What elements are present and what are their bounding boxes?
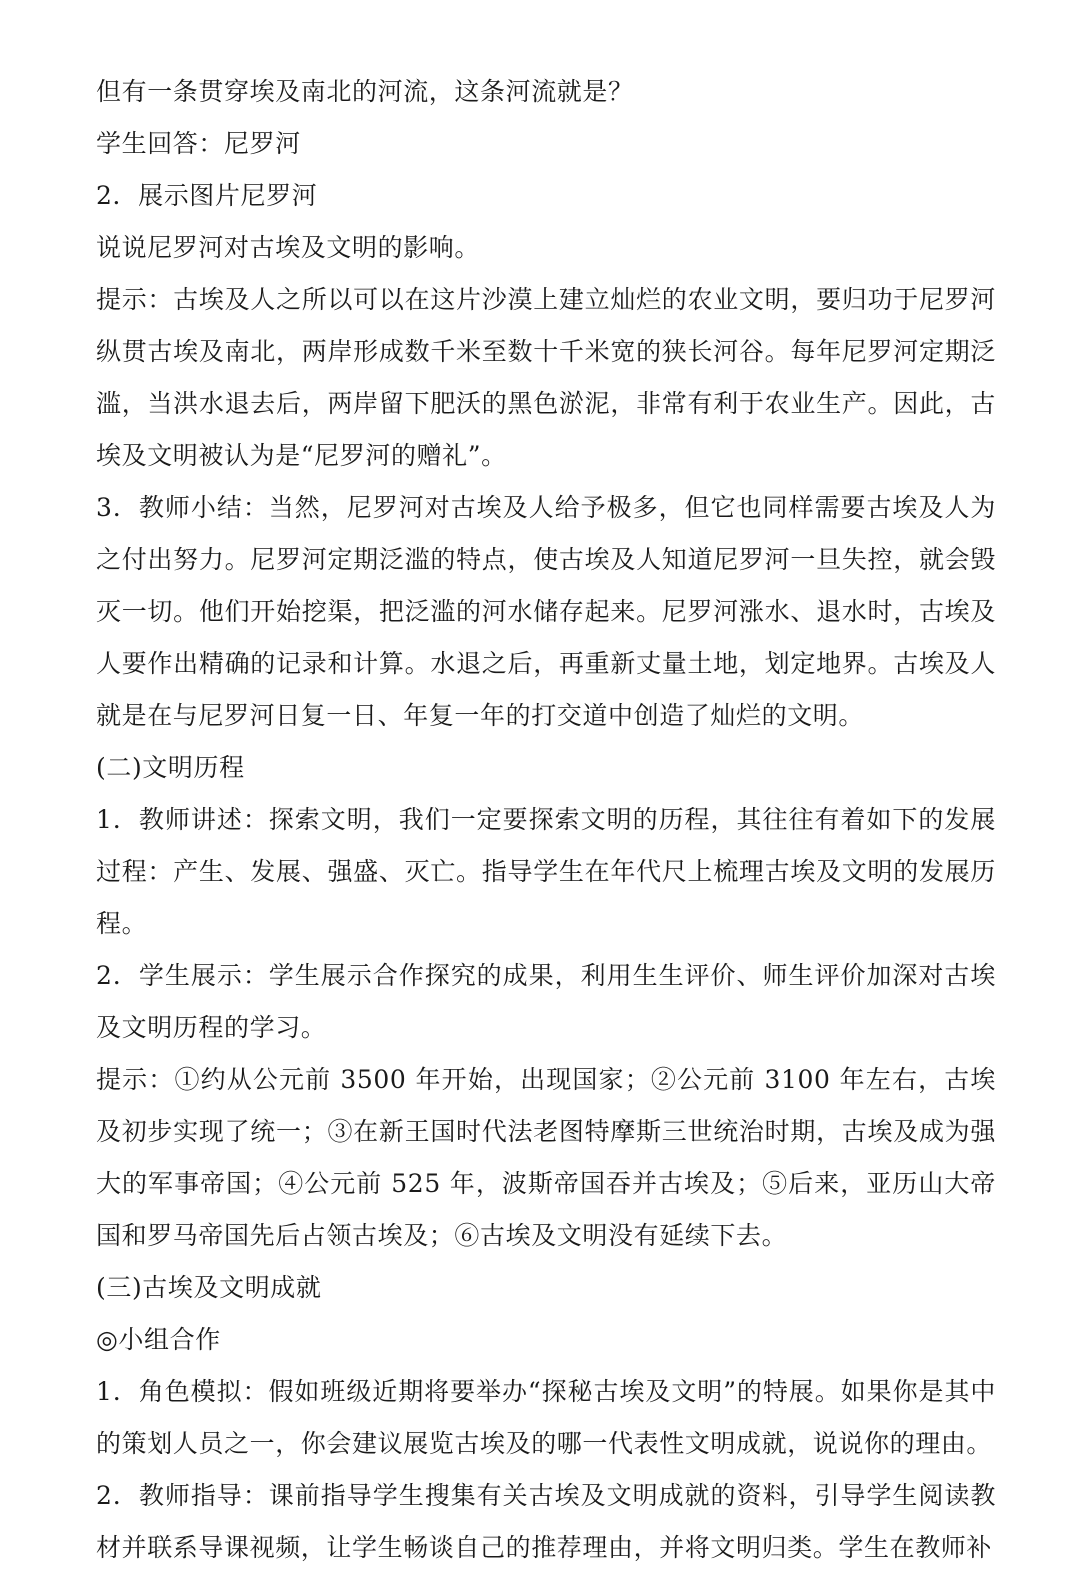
section-heading-achievements: (三)古埃及文明成就 (96, 1273, 322, 1302)
subheading-group-cooperation: ◎小组合作 (96, 1325, 221, 1354)
paragraph-river-question: 但有一条贯穿埃及南北的河流，这条河流就是？ (96, 77, 634, 106)
paragraph-teacher-guidance: 2．教师指导：课前指导学生搜集有关古埃及文明成就的资料，引导学生阅读教材并联系导课视频，让学生畅谈自己的推荐理由，并将文明归类。学生在教师补 (96, 1481, 996, 1562)
paragraph-hint-nile-gift: 提示：古埃及人之所以可以在这片沙漠上建立灿烂的农业文明，要归功于尼罗河纵贯古埃及南北，两岸形成数千米至数十千米宽的狭长河谷。每年尼罗河定期泛滥，当洪水退去后，两岸留下肥沃的黑色淤泥，非常有利于农业生产。因此，古埃及文明被认为是“尼罗河的赠礼”。 (96, 285, 996, 470)
paragraph-show-picture: 2．展示图片尼罗河 (96, 181, 318, 210)
paragraph-discuss-influence: 说说尼罗河对古埃及文明的影响。 (96, 233, 481, 262)
paragraph-student-answer: 学生回答：尼罗河 (96, 129, 301, 158)
document-body (96, 66, 996, 1574)
paragraph-teacher-narration: 1．教师讲述：探索文明，我们一定要探索文明的历程，其往往有着如下的发展过程：产生、发展、强盛、灭亡。指导学生在年代尺上梳理古埃及文明的发展历程。 (96, 805, 996, 938)
paragraph-teacher-summary: 3．教师小结：当然，尼罗河对古埃及人给予极多，但它也同样需要古埃及人为之付出努力。尼罗河定期泛滥的特点，使古埃及人知道尼罗河一旦失控，就会毁灭一切。他们开始挖渠，把泛滥的河水储存起来。尼罗河涨水、退水时，古埃及人要作出精确的记录和计算。水退之后，再重新丈量土地，划定地界。古埃及人就是在与尼罗河日复一日、年复一年的打交道中创造了灿烂的文明。 (96, 493, 996, 730)
paragraph-student-presentation: 2．学生展示：学生展示合作探究的成果，利用生生评价、师生评价加深对古埃及文明历程的学习。 (96, 961, 996, 1042)
section-heading-civilization-history: (二)文明历程 (96, 753, 245, 782)
paragraph-hint-timeline: 提示：①约从公元前 3500 年开始，出现国家；②公元前 3100 年左右，古埃及初步实现了统一；③在新王国时代法老图特摩斯三世统治时期，古埃及成为强大的军事帝国；④公元前 525 年，波斯帝国吞并古埃及；⑤后来，亚历山大帝国和罗马帝国先后占领古埃及；⑥古埃及文明没有延续下去。 (96, 1065, 996, 1250)
paragraph-role-play: 1．角色模拟：假如班级近期将要举办“探秘古埃及文明”的特展。如果你是其中的策划人员之一，你会建议展览古埃及的哪一代表性文明成就，说说你的理由。 (96, 1377, 996, 1458)
